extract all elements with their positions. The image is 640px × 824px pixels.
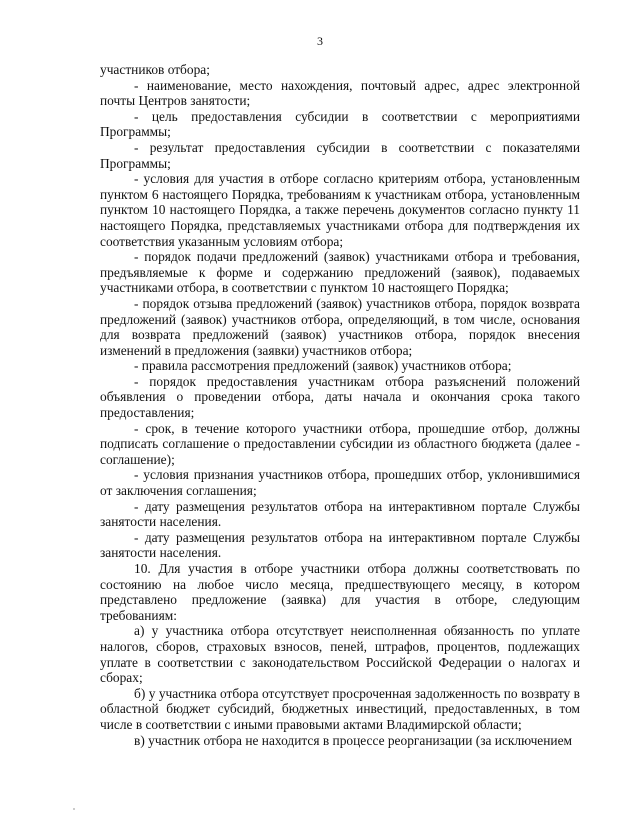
paragraph-17: в) участник отбора не находится в процессе реорганизации (за исключением	[134, 732, 572, 748]
paragraph-8: - правила рассмотрения предложений (заявок) участников отбора;	[134, 358, 512, 374]
scan-artifact	[73, 808, 75, 810]
paragraph-7: - порядок отзыва предложений (заявок) участников отбора, порядок возврата предложений (заявок) участников отбора, определяющий, в том числе, основания для возврата предложений (заявок) участников отбора, порядок внесения изменений в предложения (заявки) участников отбора;	[100, 295, 580, 358]
paragraph-2: - наименование, место нахождения, почтовый адрес, адрес электронной почты Центров занятости;	[100, 77, 580, 109]
page-number: 3	[317, 34, 323, 48]
paragraph-6: - порядок подачи предложений (заявок) участниками отбора и требования, предъявляемые к форме и содержанию предложений (заявок), подаваемых участниками отбора, в соответствии с пунктом 10 настоящего Порядка;	[100, 249, 580, 296]
paragraph-15: а) у участника отбора отсутствует неисполненная обязанность по уплате налогов, сборов, страховых взносов, пеней, штрафов, процентов, подлежащих уплате в соответствии с законодательством Российской Федерации о налогах и сборах;	[100, 623, 580, 686]
paragraph-13: - дату размещения результатов отбора на интерактивном портале Службы занятости населения.	[100, 529, 580, 561]
paragraph-1: участников отбора;	[100, 62, 210, 77]
paragraph-5: - условия для участия в отборе согласно критериям отбора, установленным пунктом 6 настоящего Порядка, требованиям к участникам отбора, установленным пунктом 10 настоящего Порядка, а также перечень документов согласно пункту 11 настоящего Порядка, представляемых участниками отбора для подтверждения их соответствия указанным условиям отбора;	[100, 171, 580, 249]
paragraph-3: - цель предоставления субсидии в соответствии с мероприятиями Программы;	[100, 108, 580, 140]
paragraph-10: - срок, в течение которого участники отбора, прошедшие отбор, должны подписать соглашение о предоставлении субсидии из областного бюджета (далее - соглашение);	[100, 420, 580, 467]
paragraph-4: - результат предоставления субсидии в соответствии с показателями Программы;	[100, 139, 580, 171]
paragraph-11: - условия признания участников отбора, прошедших отбор, уклонившимися от заключения соглашения;	[100, 467, 580, 499]
paragraph-14: 10. Для участия в отборе участники отбора должны соответствовать по состоянию на любое число месяца, предшествующего месяцу, в котором представлено предложение (заявка) для участия в отборе, следующим требованиям:	[100, 561, 580, 623]
paragraph-12: - дату размещения результатов отбора на интерактивном портале Службы занятости населения.	[100, 498, 580, 530]
paragraph-9: - порядок предоставления участникам отбора разъяснений положений объявления о проведении отбора, даты начала и окончания срока такого предоставления;	[100, 373, 580, 421]
document-body	[100, 62, 580, 748]
paragraph-16: б) у участника отбора отсутствует просроченная задолженность по возврату в областной бюджет субсидий, бюджетных инвестиций, предоставленных, в том числе в соответствии с иными правовыми актами Владимирской области;	[100, 685, 580, 732]
